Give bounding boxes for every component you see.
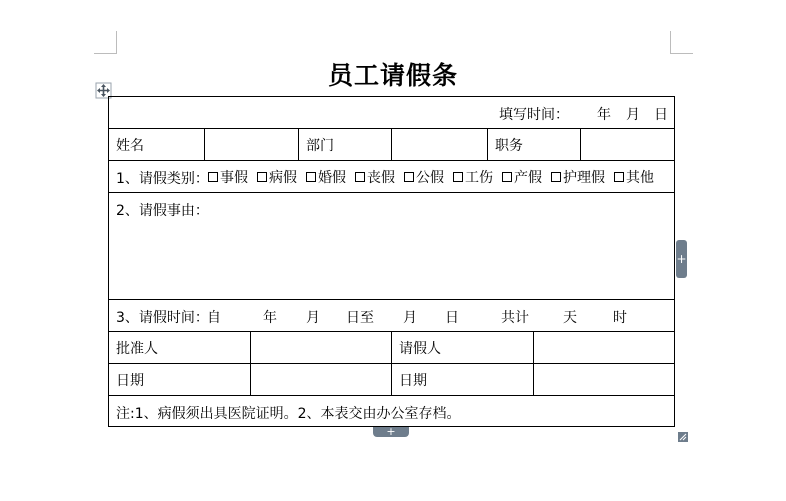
leave-time-month: 月: [306, 310, 320, 326]
approver-label-cell: [109, 332, 250, 363]
leave-type-option[interactable]: 事假: [208, 167, 248, 187]
date-label: 日期: [116, 372, 144, 389]
department-label: 部门: [306, 137, 334, 154]
leave-time-from: 自: [207, 310, 221, 326]
date-label-cell: [109, 364, 250, 395]
table-resize-handle[interactable]: [678, 427, 688, 437]
date-value-cell[interactable]: [250, 364, 391, 395]
resize-corner-icon: [678, 432, 688, 442]
add-row-handle[interactable]: [373, 427, 409, 437]
note-row: [108, 395, 675, 427]
leave-type-option[interactable]: 公假: [404, 167, 444, 187]
leave-type-option[interactable]: 丧假: [355, 167, 395, 187]
checkbox-icon[interactable]: [502, 172, 512, 182]
reason-row[interactable]: [108, 192, 675, 299]
page-margin-corner-top-right: [670, 31, 693, 54]
fill-time-year: 年: [597, 107, 611, 123]
leave-time-hours: 时: [613, 310, 627, 326]
date2-label: 日期: [399, 372, 427, 389]
leave-time-days: 天: [563, 310, 577, 326]
checkbox-icon[interactable]: [355, 172, 365, 182]
plus-icon: +: [386, 425, 396, 438]
leave-type-row: [108, 160, 675, 192]
applicant-label-cell: [391, 332, 533, 363]
info-row: [108, 128, 675, 160]
date-row: [108, 363, 675, 395]
leave-form-table: [108, 96, 675, 427]
leave-type-option[interactable]: 工伤: [453, 167, 493, 187]
date2-value-cell[interactable]: [533, 364, 674, 395]
applicant-label: 请假人: [399, 340, 441, 357]
name-value-cell[interactable]: [204, 129, 298, 160]
checkbox-icon[interactable]: [257, 172, 267, 182]
department-value-cell[interactable]: [391, 129, 487, 160]
leave-time-total: 共计: [501, 310, 529, 326]
position-value-cell[interactable]: [580, 129, 674, 160]
applicant-value-cell[interactable]: [533, 332, 674, 363]
fill-time-label: 填写时间：: [499, 107, 569, 123]
leave-type-label: 1、请假类别：: [116, 171, 209, 187]
leave-time-year: 年: [263, 310, 277, 326]
leave-time-month2: 月: [403, 310, 417, 326]
leave-time-row: [108, 299, 675, 331]
checkbox-icon[interactable]: [208, 172, 218, 182]
position-label-cell: [487, 129, 580, 160]
leave-type-option[interactable]: 其他: [614, 167, 654, 187]
name-label: 姓名: [116, 137, 144, 154]
fill-time-day: 日: [654, 107, 668, 123]
name-label-cell: [109, 129, 204, 160]
leave-time-day2: 日: [445, 310, 459, 326]
page-margin-corner-top-left: [94, 31, 117, 54]
note-text: 注:1、病假须出具医院证明。2、本表交由办公室存档。: [116, 406, 461, 422]
form-title: 员工请假条: [327, 61, 458, 90]
approver-label: 批准人: [116, 340, 158, 357]
leave-type-option[interactable]: 病假: [257, 167, 297, 187]
reason-label: 2、请假事由：: [116, 203, 209, 219]
checkbox-icon[interactable]: [306, 172, 316, 182]
fill-time-month: 月: [626, 107, 640, 123]
approval-row: [108, 331, 675, 363]
department-label-cell: [298, 129, 391, 160]
position-label: 职务: [495, 137, 523, 154]
add-column-handle[interactable]: [676, 240, 687, 278]
approver-value-cell[interactable]: [250, 332, 391, 363]
checkbox-icon[interactable]: [614, 172, 624, 182]
leave-type-option[interactable]: 护理假: [551, 167, 605, 187]
fill-time-row: [108, 96, 675, 128]
checkbox-icon[interactable]: [551, 172, 561, 182]
leave-time-label: 3、请假时间：: [116, 310, 209, 326]
date2-label-cell: [391, 364, 533, 395]
plus-icon: +: [676, 252, 687, 266]
checkbox-icon[interactable]: [404, 172, 414, 182]
checkbox-icon[interactable]: [453, 172, 463, 182]
leave-time-day-to: 日至: [346, 310, 374, 326]
leave-type-option[interactable]: 产假: [502, 167, 542, 187]
leave-type-option[interactable]: 婚假: [306, 167, 346, 187]
